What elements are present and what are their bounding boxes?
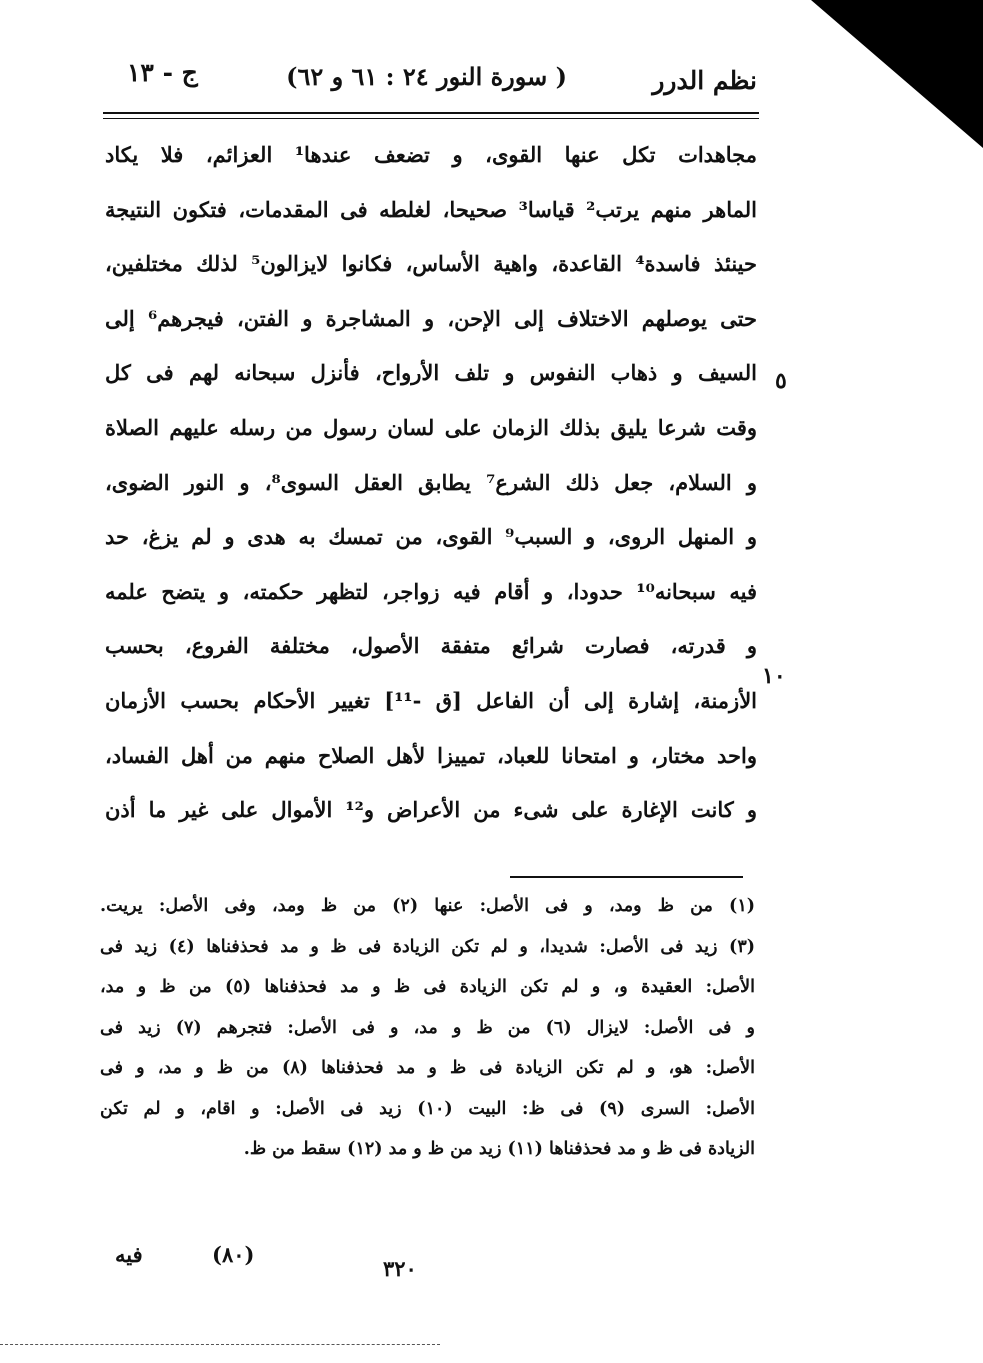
text-line: و قدرته، فصارت شرائع متفقة الأصول، مختلفة الفروع، بحسب	[105, 633, 757, 659]
book-title: نظم الدرر	[652, 66, 757, 95]
footnote-separator	[510, 876, 743, 878]
text-line: الماهر منهم يرتب² قياسا³ صحيحا، لغلطه فى المقدمات، فتكون النتيجة	[105, 196, 757, 222]
margin-line-number-5: ٥	[775, 368, 787, 394]
footnote-line: (١) من ظ ومد، و فى الأصل: عنها (٢) من ظ ومد، وفى الأصل: يريت.	[100, 896, 755, 916]
footnote-line: الأصل: هو، و لم تكن الزيادة فى ظ و مد فحذفناها (٨) من ظ و مد، و فى	[100, 1058, 755, 1078]
footnote-line: (٣) زيد فى الأصل: شديدا، و لم تكن الزيادة فى ظ و مد فحذفناها (٤) زيد فى	[100, 936, 755, 957]
header-rule	[103, 112, 759, 119]
page-footer	[100, 1240, 755, 1280]
scan-corner-mark	[811, 0, 983, 148]
sheet-number: (٨٠)	[212, 1242, 255, 1267]
text-line: فيه سبحانه¹⁰ حدودا، و أقام فيه زواجر، لتظهر حكمته، و يتضح علمه	[105, 578, 757, 604]
text-line: مجاهدات تكل عنها القوى، و تضعف عندها¹ العزائم، فلا يكاد	[105, 142, 757, 167]
catchword: فيه	[115, 1242, 143, 1267]
footnotes	[100, 886, 755, 1170]
text-line: حينئذ فاسدة⁴ القاعدة، واهية الأساس، فكانوا لايزالون⁵ لذلك مختلفين،	[105, 251, 757, 277]
footnote-line: و فى الأصل: لايزال (٦) من ظ و مد، و فى الأصل: فتجرهم (٧) زيد فى	[100, 1017, 755, 1038]
part-number: ج - ١٣	[127, 58, 198, 87]
running-header	[105, 58, 757, 108]
footnote-line: الأصل: السرى (٩) فى ظ: البيت (١٠) زيد فى الأصل: و اقام، و لم تكن	[100, 1098, 755, 1119]
margin-line-number-10: ١٠	[762, 663, 786, 689]
text-line: حتى يوصلهم الاختلاف إلى الإحن، و المشاجرة و الفتن، فيجرهم⁶ إلى	[105, 305, 757, 331]
main-text	[105, 128, 757, 838]
text-line: السيف و ذهاب النفوس و تلف الأرواح، فأنزل سبحانه لهم فى كل	[105, 360, 757, 386]
text-line: و السلام، جعل ذلك الشرع⁷ يطابق العقل السوى⁸، و النور الضوى،	[105, 469, 757, 495]
surah-reference: ( سورة النور ٢٤ : ٦١ و ٦٢)	[286, 62, 567, 91]
text-line: و المنهل الروى، و السبب⁹ القوى، من تمسك به هدى و لم يزغ، حد	[105, 524, 757, 550]
scan-edge-dashes	[0, 1344, 440, 1345]
footnote-line: الأصل: العقيدة و، و لم تكن الزيادة فى ظ و مد فحذفناها (٥) من ظ و مد،	[100, 977, 755, 997]
text-line: الأزمنة، إشارة إلى أن الفاعل [ق -¹¹] تغيير الأحكام بحسب الأزمان	[105, 687, 757, 713]
page-number: ٣٢٠	[383, 1256, 417, 1281]
text-line: و كانت الإغارة على شىء من الأعراض و¹² الأموال على غير ما أذن	[105, 797, 757, 823]
text-line: واحد مختار، و امتحانا للعباد، تمييزا لأهل الصلاح منهم من أهل الفساد،	[105, 742, 757, 768]
footnote-line: الزيادة فى ظ و مد فحذفناها (١١) زيد من ظ و مد (١٢) سقط من ظ.	[243, 1139, 755, 1159]
text-line: وقت شرعا يليق بذلك الزمان على لسان رسول من رسله عليهم الصلاة	[105, 414, 757, 440]
